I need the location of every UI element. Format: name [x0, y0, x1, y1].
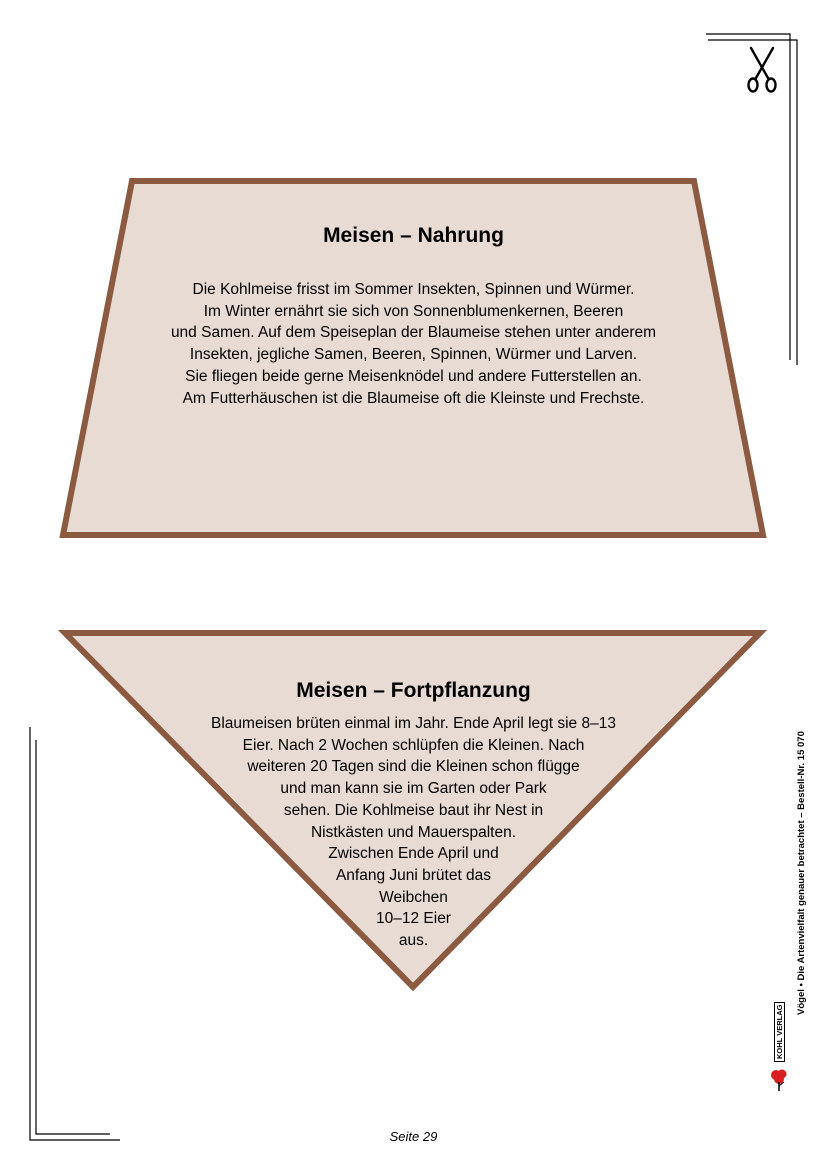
text-line: aus.	[398, 932, 429, 950]
publisher-logo-text: KOHL VERLAG	[774, 1002, 785, 1062]
text-line: Nistkästen und Mauerspalten.	[310, 823, 517, 841]
card-fortpflanzung-title: Meisen – Fortpflanzung	[296, 679, 531, 702]
text-line: 10–12 Eier	[376, 910, 451, 928]
card-nahrung-title: Meisen – Nahrung	[323, 224, 504, 247]
card-fortpflanzung-text	[0, 713, 827, 952]
text-line: Anfang Juni brütet das	[335, 866, 492, 884]
text-line: Die Kohlmeise frisst im Sommer Insekten, Spinnen und Würmer.	[192, 281, 635, 298]
text-line: Sie fliegen beide gerne Meisenknödel und andere Futterstellen an.	[185, 367, 642, 385]
text-line: Eier. Nach 2 Wochen schlüpfen die Kleinen. Nach	[242, 736, 585, 754]
text-line: Blaumeisen brüten einmal im Jahr. Ende April legt sie 8–13	[211, 715, 616, 732]
text-line: und Samen. Auf dem Speiseplan der Blaumeise stehen unter anderem	[170, 324, 657, 342]
text-line: sehen. Die Kohlmeise baut ihr Nest in	[283, 801, 544, 819]
text-line: Weibchen	[379, 888, 448, 906]
page-number: Seite 29	[389, 1129, 438, 1144]
text-line: Zwischen Ende April und	[328, 845, 499, 863]
text-line: Im Winter ernährt sie sich von Sonnenblumenkernen, Beeren	[203, 302, 624, 320]
text-line: weiteren 20 Tagen sind die Kleinen schon flügge	[247, 758, 580, 776]
side-series-text: Vögel • Die Artenvielfalt genauer betrachtet – Bestell-Nr. 15 070	[796, 731, 807, 1015]
text-line: und man kann sie im Garten oder Park	[280, 780, 547, 798]
text-line: Am Futterhäuschen ist die Blaumeise oft die Kleinste und Frechste.	[182, 389, 645, 407]
text-line: Insekten, jegliche Samen, Beeren, Spinnen, Würmer und Larven.	[189, 346, 638, 364]
publisher-logo-icon	[768, 1066, 790, 1092]
